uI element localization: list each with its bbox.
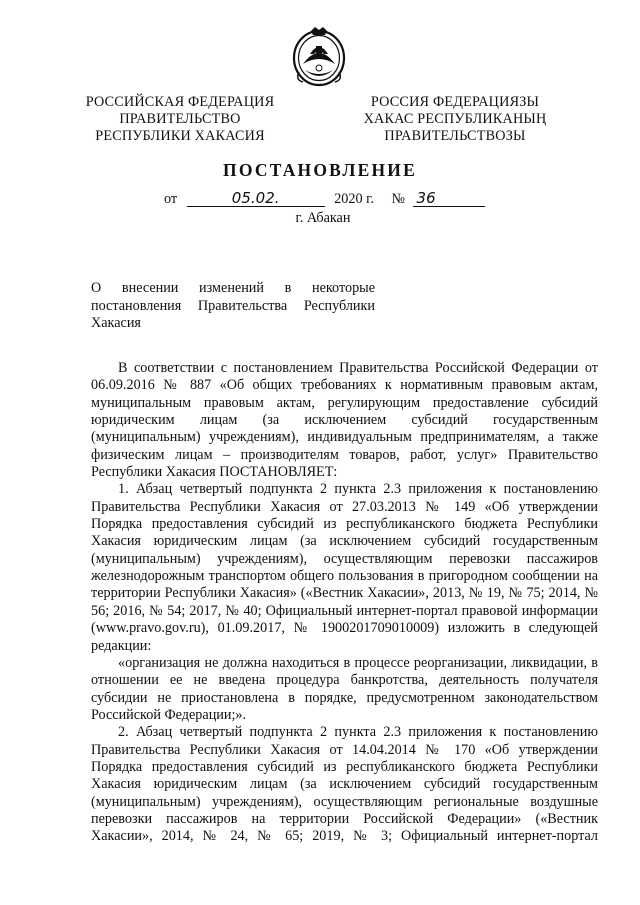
- number-field: [413, 191, 485, 207]
- document-title: ПОСТАНОВЛЕНИЕ: [223, 160, 417, 180]
- header-left-line-3: РЕСПУБЛИКИ ХАКАСИЯ: [95, 128, 265, 144]
- intro-paragraph: В соответствии с постановлением Правительства Российской Федерации от 06.09.2016 № 887 «Об общих требованиях к нормативным правовым актам, муниципальным правовым актам, регулирующим предоставление субсидий юридическим лицам (за исключением субсидий государственным (муниципальным) учреждениям), индивидуальным предпринимателям, а также физическим лицам – производителям товаров, работ, услуг» Правительство Республики Хакасия ПОСТАНОВЛЯЕТ:: [91, 360, 598, 481]
- subject-line-3: Хакасия: [91, 315, 141, 331]
- header-right-line-1: РОССИЯ ФЕДЕРАЦИЯЗЫ: [370, 94, 540, 110]
- city-label: г. Абакан: [295, 210, 351, 226]
- subject-line-2: постановления Правительства Республики: [91, 297, 375, 314]
- coat-of-arms-emblem: [289, 24, 349, 88]
- date-from-label: от: [164, 191, 178, 207]
- header-left-line-1: РОССИЙСКАЯ ФЕДЕРАЦИЯ: [85, 94, 275, 110]
- item-1-paragraph: 1. Абзац четвертый подпункта 2 пункта 2.3 приложения к постановлению Правительства Республики Хакасия от 27.03.2013 № 149 «Об утверждении Порядка предоставления субсидий из республиканского бюджета Республики Хакасия юридическим лицам (за исключением субсидий государственным (муниципальным) учреждениям), осуществляющим перевозки пассажиров железнодорожным транспортом общего пользования в пригородном сообщении на территории Республики Хакасия» («Вестник Хакасии», 2013, № 19, № 75; 2014, № 56; 2016, № 54; 2017, № 40; Официальный интернет-портал правовой информации (www.pravo.gov.ru), 01.09.2017, № 1900201709010009) изложить в следующей редакции:: [91, 481, 598, 654]
- item-2-paragraph: 2. Абзац четвертый подпункта 2 пункта 2.3 приложения к постановлению Правительства Республики Хакасия от 14.04.2014 № 170 «Об утверждении Порядка предоставления субсидий из республиканского бюджета Республики Хакасия юридическим лицам (за исключением субсидий государственным (муниципальным) учреждениям), осуществляющим региональные воздушные перевозки пассажиров на территории Российской Федерации» («Вестник Хакасии», 2014, № 24, № 65; 2019, № 3; Официальный интернет-портал: [91, 724, 598, 845]
- date-number-line: [164, 191, 485, 208]
- date-field: [187, 191, 325, 207]
- header-left-line-2: ПРАВИТЕЛЬСТВО: [119, 111, 241, 127]
- quote-paragraph: «организация не должна находиться в процессе реорганизации, ликвидации, в отношении ее не введена процедура банкротства, деятельность получателя субсидии не приостановлена в порядке, предусмотренном законодательством Российской Федерации;».: [91, 654, 598, 723]
- header-russian: [80, 94, 280, 145]
- handwritten-date: 05.02.: [231, 189, 280, 207]
- document-body: [91, 360, 598, 846]
- number-label: №: [391, 191, 405, 207]
- handwritten-number: 36: [416, 189, 436, 207]
- header-khakas: [355, 94, 555, 145]
- header-right-line-2: ХАКАС РЕСПУБЛИКАНЫҢ: [363, 111, 547, 127]
- subject-line-1: О внесении изменений в некоторые: [91, 280, 375, 296]
- subject-block: [91, 280, 375, 333]
- header-right-line-3: ПРАВИТЕЛЬСТВОЗЫ: [384, 128, 526, 144]
- year-label: 2020 г.: [334, 191, 374, 207]
